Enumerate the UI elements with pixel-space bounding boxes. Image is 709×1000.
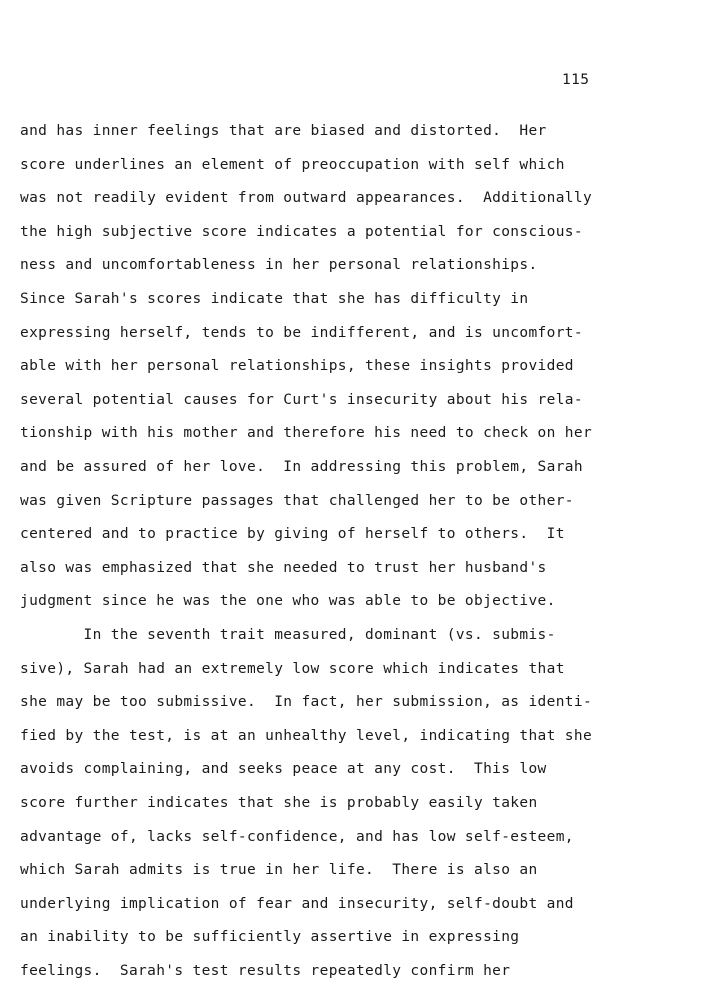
text-line: avoids complaining, and seeks peace at any cost. This low: [20, 761, 547, 778]
text-line: and be assured of her love. In addressing this problem, Sarah: [20, 459, 583, 475]
text-line: feelings. Sarah's test results repeatedly confirm her: [20, 963, 511, 979]
text-line: tionship with his mother and therefore his need to check on her: [20, 425, 593, 442]
text-line: she may be too submissive. In fact, her submission, as identi-: [20, 694, 593, 711]
text-line: which Sarah admits is true in her life. There is also an: [20, 862, 538, 879]
page-number: 115: [562, 72, 590, 88]
text-line: able with her personal relationships, these insights provided: [20, 358, 574, 375]
text-line: underlying implication of fear and insecurity, self-doubt and: [20, 895, 574, 912]
text-line: score further indicates that she is probably easily taken: [20, 795, 538, 811]
text-line: In the seventh trait measured, dominant (vs. submis-: [20, 627, 556, 643]
text-line: judgment since he was the one who was able to be objective.: [20, 593, 556, 610]
text-line: the high subjective score indicates a potential for conscious-: [20, 223, 583, 240]
text-line: Since Sarah's scores indicate that she has difficulty in: [20, 291, 529, 307]
text-line: score underlines an element of preoccupation with self which: [20, 156, 565, 173]
text-line: ness and uncomfortableness in her personal relationships.: [20, 257, 538, 274]
text-line: an inability to be sufficiently assertive in expressing: [20, 929, 520, 946]
text-line: also was emphasized that she needed to trust her husband's: [20, 559, 547, 576]
text-line: fied by the test, is at an unhealthy level, indicating that she: [20, 727, 593, 744]
text-line: several potential causes for Curt's insecurity about his rela-: [20, 391, 583, 408]
text-line: advantage of, lacks self-confidence, and has low self-esteem,: [20, 828, 574, 845]
text-line: centered and to practice by giving of herself to others. It: [20, 526, 565, 543]
text-line: expressing herself, tends to be indifferent, and is uncomfort-: [20, 324, 583, 341]
text-line: and has inner feelings that are biased and distorted. Her: [20, 123, 547, 139]
text-line: was given Scripture passages that challenged her to be other-: [20, 492, 574, 509]
text-line: sive), Sarah had an extremely low score which indicates that: [20, 660, 565, 677]
text-line: was not readily evident from outward appearances. Additionally: [20, 190, 593, 207]
